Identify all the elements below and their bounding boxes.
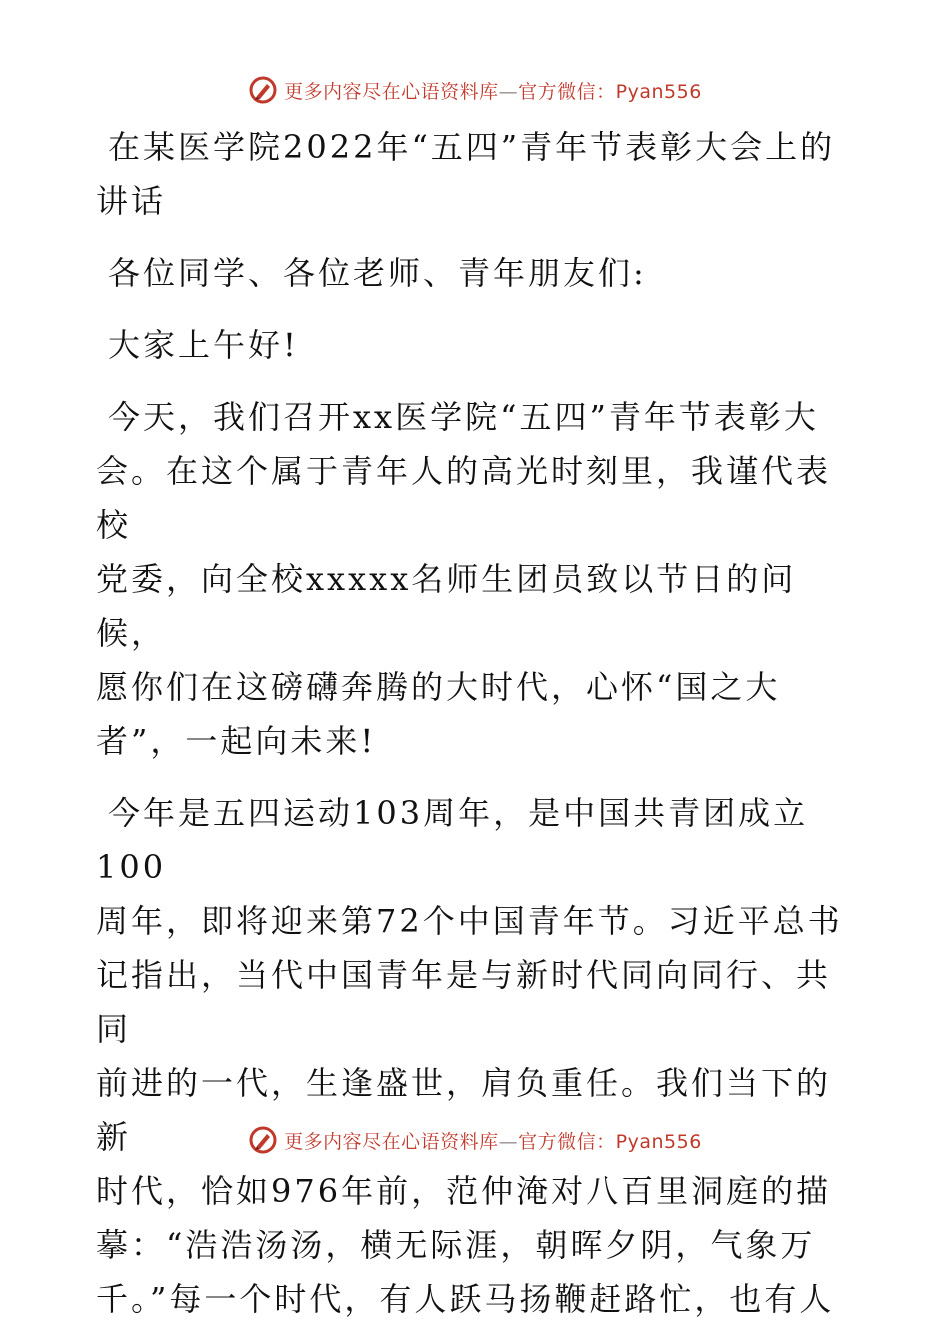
watermark-text: 更多内容尽在心语资料库—官方微信：Pyan556 <box>284 1130 702 1153</box>
pen-logo-icon <box>248 75 278 105</box>
footer-watermark-banner <box>0 1120 950 1160</box>
greeting: 大家上午好! <box>108 326 299 364</box>
pen-logo-icon <box>248 1125 278 1155</box>
watermark-text: 更多内容尽在心语资料库—官方微信：Pyan556 <box>284 80 702 103</box>
salutation: 各位同学、各位老师、青年朋友们: <box>108 254 647 292</box>
paragraph-1: 今天，我们召开xx医学院“五四”青年节表彰大 会。在这个属于青年人的高光时刻里，我谨代表校 党委，向全校xxxxx名师生团员致以节日的问候， 愿你们在这磅礴奔腾的大时代，心怀“国之大 者”，一起向未来! <box>96 398 832 760</box>
document-title: 在某医学院2022年“五四”青年节表彰大会上的 讲话 <box>96 128 836 220</box>
document-body <box>96 120 852 1344</box>
paragraph-2: 今年是五四运动103周年，是中国共青团成立100 周年，即将迎来第72个中国青年节。习近平总书 记指出，当代中国青年是与新时代同向同行、共同 前进的一代，生逢盛世，肩负重任。我们当下的新 时代，恰如976年前，范仲淹对八百里洞庭的描 摹：“浩浩汤汤，横无际涯，朝晖夕阴，气象万 千。”每一个时代，有人跃马扬鞭赶路忙，也有人 <box>96 794 843 1318</box>
header-watermark-banner <box>0 70 950 110</box>
